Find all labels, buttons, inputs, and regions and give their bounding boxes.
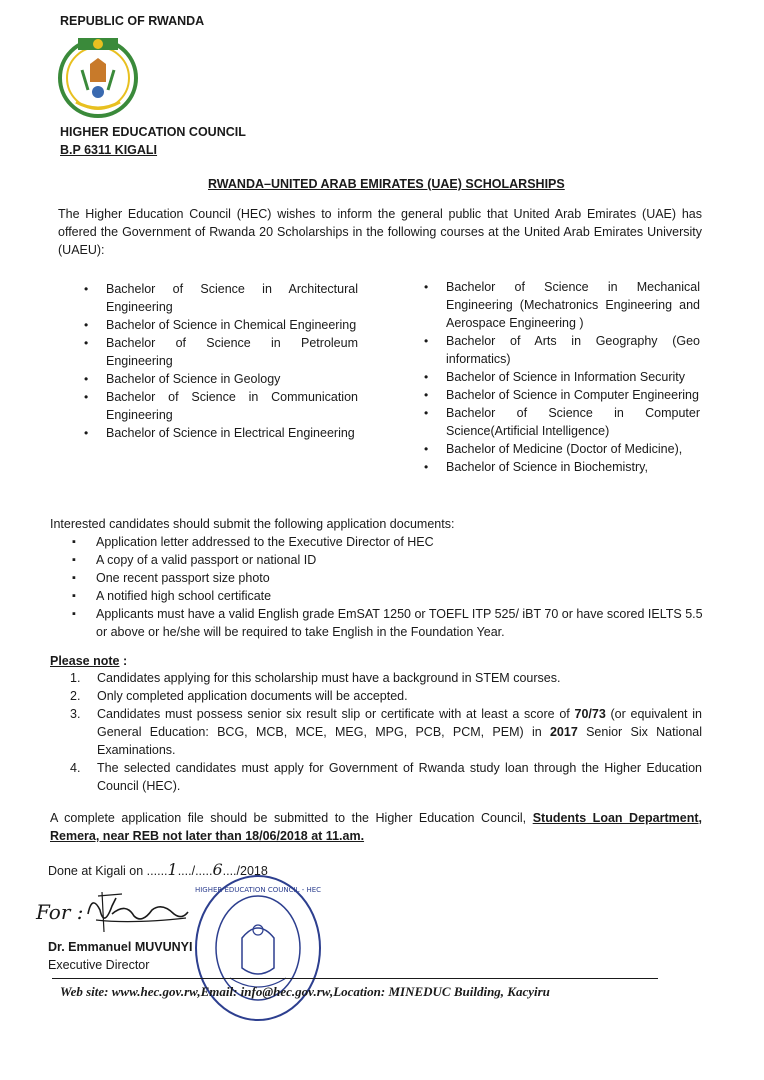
list-item [424, 332, 700, 368]
list-item [424, 458, 700, 476]
bullet-icon: • [84, 282, 89, 296]
list-text: The selected candidates must apply for Government of Rwanda study loan through the Higher Education Council (HEC). [97, 761, 702, 793]
bullet-icon: • [84, 426, 89, 440]
course-name: Bachelor of Science in Geology [106, 372, 281, 386]
list-item [50, 669, 702, 687]
list-number: 4. [70, 761, 81, 775]
list-item: ▪ One recent passport size photo [48, 569, 704, 587]
score-value: 70/73 [574, 707, 606, 721]
submission-text: A complete application file should be submitted to the Higher Education Council, [50, 811, 533, 825]
list-text: (or equivalent in General Education: BCG, MCB, MCE, MEG, MPG, PCB, PCM, PEM) in [97, 707, 702, 739]
list-item: ▪ Applicants must have a valid English grade EmSAT 1250 or TOEFL ITP 525/ iBT 70 or have scored IELTS 5.5 or above or he/she will be required to take English in the Foundation Year. [48, 605, 704, 641]
course-name: Bachelor of Science in Biochemistry, [446, 460, 648, 474]
list-item [424, 278, 700, 332]
bullet-icon: • [84, 318, 89, 332]
submission-paragraph [50, 809, 702, 845]
list-item [424, 404, 700, 440]
list-item: ▪ Application letter addressed to the Executive Director of HEC [48, 533, 704, 551]
footer-contact: Web site: www.hec.gov.rw,Email: info@hec.gov.rw,Location: MINEDUC Building, Kacyiru [60, 984, 550, 999]
done-at-text: Done at Kigali on ...... [48, 864, 168, 878]
course-name: Bachelor of Science in Mechanical Engineering (Mechatronics Engineering and Aerospace Engineering ) [446, 280, 700, 330]
list-item: ▪ A notified high school certificate [48, 587, 704, 605]
done-month: 6 [212, 860, 223, 879]
country-name: REPUBLIC OF RWANDA [60, 14, 205, 28]
course-name: Bachelor of Science in Architectural Engineering [106, 282, 358, 314]
handwritten-signature [82, 884, 192, 940]
done-year: 2018 [240, 864, 268, 878]
institution-address: B.P 6311 KIGALI [60, 143, 158, 157]
rwanda-coat-of-arms-emblem [56, 30, 140, 122]
notes-list [50, 669, 702, 795]
bullet-icon: • [424, 370, 429, 384]
list-item [84, 388, 358, 424]
documents-intro: Interested candidates should submit the following application documents: [50, 517, 455, 531]
stamp-text: HIGHER EDUCATION COUNCIL - HEC [194, 886, 322, 894]
list-item: ▪ A copy of a valid passport or national ID [48, 551, 704, 569]
footer-divider [52, 978, 658, 979]
bullet-icon: • [424, 388, 429, 402]
signatory-title: Executive Director [48, 958, 150, 972]
done-separator: ..../ [222, 864, 240, 878]
done-day: 1 [167, 860, 178, 879]
list-item [84, 280, 358, 316]
list-item [50, 687, 702, 705]
course-name: Bachelor of Science in Electrical Engineering [106, 426, 355, 440]
list-item [84, 370, 358, 388]
list-text: Candidates must possess senior six result slip or certificate with at least a score of [97, 707, 575, 721]
course-name: Bachelor of Science in Chemical Engineering [106, 318, 357, 332]
done-separator: ..../..... [177, 864, 213, 878]
courses-right-list [424, 278, 700, 476]
submission-deadline: Students Loan Department, Remera, near REB not later than 18/06/2018 at 11.am. [50, 811, 702, 843]
bullet-icon: • [424, 406, 429, 420]
official-stamp [190, 868, 326, 1028]
list-text: Senior Six National Examinations. [97, 725, 702, 757]
list-item [84, 424, 358, 442]
course-name: Bachelor of Science in Computer Engineering [446, 388, 699, 402]
bullet-icon: • [424, 460, 429, 474]
year-value: 2017 [549, 725, 578, 739]
page-title: RWANDA–UNITED ARAB EMIRATES (UAE) SCHOLARSHIPS [208, 177, 565, 191]
list-item [50, 705, 702, 759]
list-item [84, 316, 358, 334]
bullet-icon: • [84, 372, 89, 386]
bullet-icon: • [84, 336, 89, 350]
bullet-icon: • [424, 442, 429, 456]
list-item [50, 759, 702, 795]
bullet-icon: • [424, 280, 429, 294]
list-number: 3. [70, 707, 81, 721]
for-label: For : [36, 900, 84, 924]
list-number: 2. [70, 689, 81, 703]
note-heading-colon: : [119, 654, 128, 668]
institution-name: HIGHER EDUCATION COUNCIL [60, 125, 246, 139]
course-name: Bachelor of Science in Computer Science(Artificial Intelligence) [446, 406, 700, 438]
bullet-icon: • [84, 390, 89, 404]
list-text: Only completed application documents will be accepted. [97, 689, 408, 703]
list-text: Candidates applying for this scholarship must have a background in STEM courses. [97, 671, 561, 685]
intro-paragraph: The Higher Education Council (HEC) wishes to inform the general public that United Arab Emirates (UAE) has offered the Government of Rwanda 20 Scholarships in the following courses at the United Arab Emirates University (UAEU): [58, 207, 702, 257]
course-name: Bachelor of Science in Communication Engineering [106, 390, 358, 422]
course-name: Bachelor of Arts in Geography (Geo informatics) [446, 334, 700, 366]
list-item [424, 440, 700, 458]
note-heading-text: Please note [50, 654, 120, 668]
signatory-name: Dr. Emmanuel MUVUNYI [48, 940, 193, 954]
list-item [424, 368, 700, 386]
note-heading [50, 654, 127, 668]
course-name: Bachelor of Medicine (Doctor of Medicine), [446, 442, 683, 456]
bullet-icon: • [424, 334, 429, 348]
course-name: Bachelor of Science in Petroleum Engineering [106, 336, 358, 368]
courses-left-list [84, 280, 358, 442]
list-item [84, 334, 358, 370]
list-number: 1. [70, 671, 81, 685]
course-name: Bachelor of Science in Information Security [446, 370, 686, 384]
list-item [424, 386, 700, 404]
documents-list [48, 533, 704, 641]
